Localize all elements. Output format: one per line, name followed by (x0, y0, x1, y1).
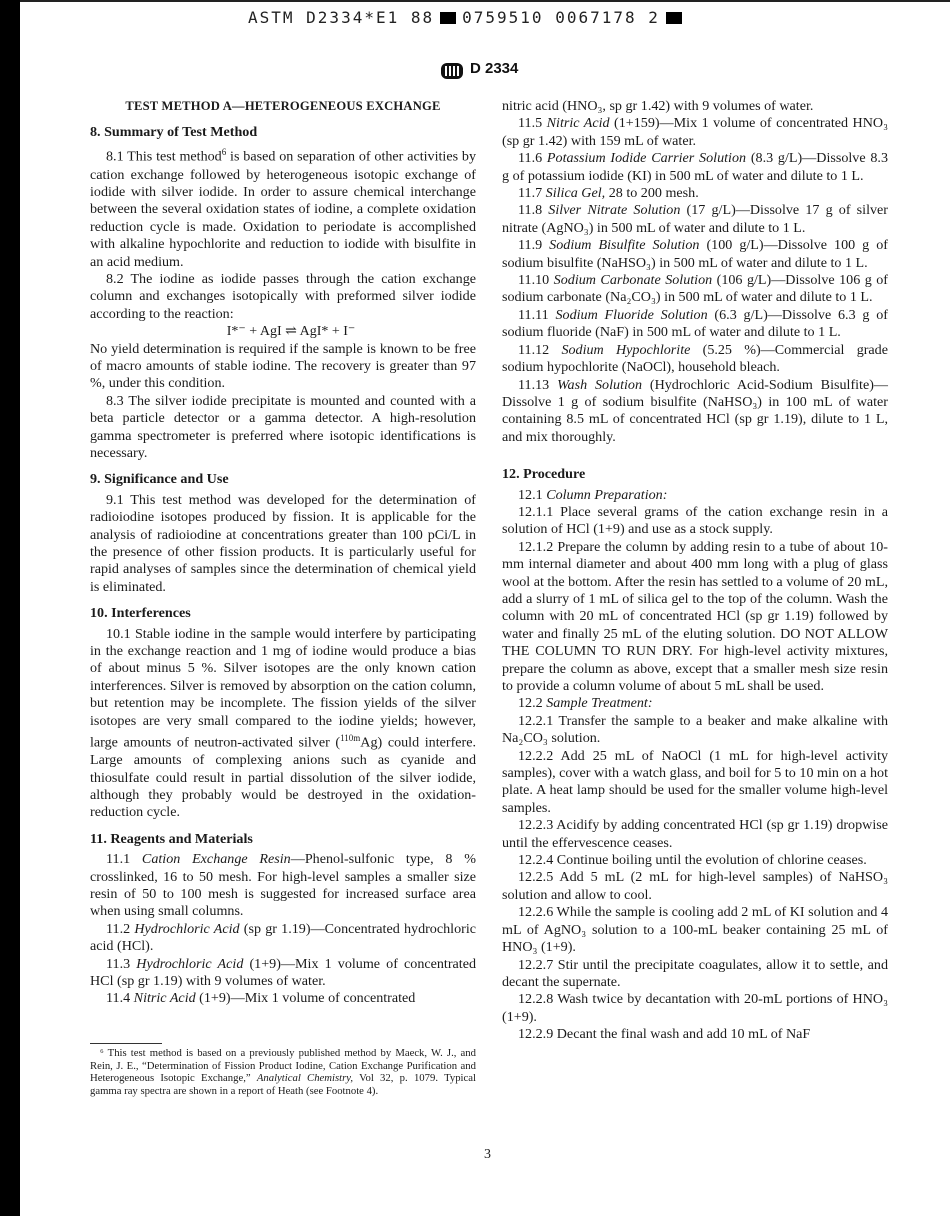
heading-12: 12. Procedure (502, 466, 586, 483)
reagent-11-11: 11.11 Sodium Fluoride Solution (6.3 g/L)—Dissolve 6.3 g of sodium fluoride (NaF) in 500 mL of water and dilute to 1 L. (502, 306, 888, 341)
section-heading: TEST METHOD A—HETEROGENEOUS EXCHANGE (125, 99, 441, 113)
paragraph-12-2-4: 12.2.4 Continue boiling until the evolution of chlorine ceases. (518, 852, 867, 869)
page-number: 3 (484, 1147, 491, 1162)
right-column (502, 98, 888, 1044)
astm-logo-icon (440, 60, 464, 82)
document-code-number: 0759510 0067178 2 (462, 8, 660, 27)
paragraph-12-2-7: 12.2.7 Stir until the precipitate coagulates, allow it to settle, and decant the supernate. (502, 956, 888, 990)
code-block-mark (666, 12, 682, 24)
paragraph-12-1: 12.1 Column Preparation: (518, 486, 668, 503)
paragraph-8-3: 8.3 The silver iodide precipitate is mounted and counted with a beta particle detector or a gamma detector. A high-resolution gamma spectrometer is preferred where isotopic identifications is necessary. (90, 392, 476, 461)
paragraph-12-2-6: 12.2.6 While the sample is cooling add 2 mL of KI solution and 4 mL of AgNO₃ solution to a 100-mL beaker containing 25 mL of HNO₃ (1+9). (502, 904, 888, 956)
reagent-11-3: 11.3 Hydrochloric Acid (1+9)—Mix 1 volume of concentrated HCl (sp gr 1.19) with 9 volumes of water. (90, 955, 477, 990)
paragraph-8-2-cont: No yield determination is required if the sample is known to be free of macro amounts of stable iodine. The recovery is greater than 97 %, under this condition. (90, 340, 476, 392)
reagent-11-13: 11.13 Wash Solution (Hydrochloric Acid-Sodium Bisulfite)—Dissolve 1 g of sodium bisulfite (NaHSO₃) in 100 mL of water containing 8.5 mL of concentrated HCl (sp gr 1.19), dilute to 1 L, and mix thoroughly. (502, 376, 889, 445)
reagent-11-1: 11.1 Cation Exchange Resin—Phenol-sulfonic type, 8 % crosslinked, 16 to 50 mesh. For high-level samples a smaller size resin of 50 to 100 mesh is suggested for increased surface area when using small columns. (90, 851, 476, 920)
isotope-superscript: 110m (340, 733, 361, 744)
reagent-11-10: 11.10 Sodium Carbonate Solution (106 g/L)—Dissolve 106 g of sodium carbonate (Na₂CO₃) in 500 mL of water and dilute to 1 L. (502, 272, 888, 306)
paragraph-12-2-9: 12.2.9 Decant the final wash and add 10 mL of NaF (518, 1026, 811, 1043)
left-column (90, 98, 476, 1008)
heading-8: 8. Summary of Test Method (90, 124, 258, 140)
paragraph-12-2-2: 12.2.2 Add 25 mL of NaOCl (1 mL for high-level activity samples), cover with a watch glass, and boil for 5 to 10 min on a hot plate. A heat lamp should be used for the smaller volume high-level samples. (502, 747, 888, 816)
reagent-11-6: 11.6 Potassium Iodide Carrier Solution (8.3 g/L)—Dissolve 8.3 g of potassium iodide (KI) in 500 mL of water and dilute to 1 L. (502, 150, 888, 184)
paragraph-8-1: 8.1 This test method$^6$ is based on separation of other activities by cation exchange followed by heterogeneous isotopic exchange of iodide with silver iodide. In order to assure chemical interchange between the several oxidation states of iodine, a complete oxidation reduction cycle is made. Oxidation to periodate is accomplished with alkaline hypochlorite and reduction to iodide with bisulfite in an acid medium. (90, 147, 476, 270)
document-designation: D 2334 (470, 60, 519, 77)
scan-top-edge (20, 0, 950, 2)
paragraph-10-1: 10.1 Stable iodine in the sample would interfere by participating in the exchange reaction and 1 mg of iodine would produce a bias of about minus 5 %. Silver isotopes are the only known cation interferences. Silver is removed by absorption on the cation column, but retention may be incomplete. The fission yields of the silver isotopes are very small compared to the iodine yields; however, large amounts of neutron-activated silver ($^{110m}$Ag) could interfere. Large amounts of complexing anions such as cyanide and thiosulfate could result in partial dissolution of the silver iodide, although they probably would be destroyed in the oxidation-reduction cycle. (90, 625, 476, 821)
reagent-11-12: 11.12 Sodium Hypochlorite (5.25 %)—Commercial grade sodium hypochlorite (NaOCl), household bleach. (502, 341, 888, 376)
paragraph-12-2-5: 12.2.5 Add 5 mL (2 mL for high-level samples) of NaHSO₃ solution and allow to cool. (502, 869, 888, 903)
paragraph-12-2: 12.2 Sample Treatment: (518, 695, 653, 712)
paragraph-12-1-1: 12.1.1 Place several grams of the cation exchange resin in a solution of HCl (1+9) and use as a stock supply. (502, 503, 888, 538)
paragraph-12-2-3: 12.2.3 Acidify by adding concentrated HCl (sp gr 1.19) dropwise until the effervescence ceases. (502, 817, 888, 851)
paragraph-12-1-2: 12.1.2 Prepare the column by adding resin to a tube of about 10-mm internal diameter and about 400 mm long with a plug of glass wool at the bottom. After the resin has settled to a volume of 20 mL, add a slurry of 1 mL of silica gel to the top of the column. Wash the column with 20 mL of concentrated HCl (sp gr 1.19) followed by water and finally 25 mL of the eluting solution. DO NOT ALLOW THE COLUMN TO RUN DRY. For high-level activity mixtures, prepare the column as above, except that a smaller mesh size resin to provide a column volume of about 5 mL shall be used. (502, 538, 888, 694)
reagent-11-2: 11.2 Hydrochloric Acid (sp gr 1.19)—Concentrated hydrochloric acid (HCl). (90, 920, 476, 955)
heading-11: 11. Reagents and Materials (90, 830, 253, 847)
paragraph-9-1: 9.1 This test method was developed for the determination of radioiodine isotopes produced by fission. It is applicable for the analysis of radioiodine at concentrations greater than 100 pCi/L in the presence of other fission products. It is particularly useful for rapid analyses of samples since the determination of chemical yield is eliminated. (90, 491, 476, 595)
reagent-11-4-cont: nitric acid (HNO₃, sp gr 1.42) with 9 volumes of water. (502, 98, 814, 114)
reaction-equation: I*⁻ + AgI ⇌ AgI* + I⁻ (226, 324, 356, 340)
footnote (90, 1035, 476, 1097)
paragraph-8-2: 8.2 The iodine as iodide passes through the cation exchange column and exchanges isotopically with preformed silver iodide according to the reaction: (90, 270, 476, 322)
footnote-rule (90, 1043, 162, 1044)
footnote-ref: 6 (221, 147, 227, 158)
paragraph-12-2-8: 12.2.8 Wash twice by decantation with 20-mL portions of HNO₃ (1+9). (502, 991, 888, 1025)
paragraph-12-2-1: 12.2.1 Transfer the sample to a beaker and make alkaline with Na₂CO₃ solution. (502, 712, 888, 747)
document-code-line (248, 8, 688, 27)
footnote-6: ⁶ This test method is based on a previously published method by Maeck, W. J., and Rein, J. E., “Determination of Fission Product Iodine, Cation Exchange Purification and Heterogeneous Isotopic Exchange,” Analytical Chemistry, Vol 32, p. 1079. Typical gamma ray spectra are shown in a report of Heath (see Footnote 4). (90, 1047, 476, 1097)
reagent-11-7: 11.7 Silica Gel, 28 to 200 mesh. (518, 185, 699, 202)
heading-9: 9. Significance and Use (90, 471, 229, 488)
document-code-prefix: ASTM D2334*E1 88 (248, 8, 435, 27)
reagent-11-5: 11.5 Nitric Acid (1+159)—Mix 1 volume of concentrated HNO₃ (sp gr 1.42) with 159 mL of water. (502, 115, 889, 149)
reagent-11-4: 11.4 Nitric Acid (1+9)—Mix 1 volume of concentrated (106, 990, 416, 1007)
reagent-11-8: 11.8 Silver Nitrate Solution (17 g/L)—Dissolve 17 g of silver nitrate (AgNO₃) in 500 mL of water and dilute to 1 L. (502, 202, 888, 236)
heading-10: 10. Interferences (90, 605, 191, 622)
reagent-11-9: 11.9 Sodium Bisulfite Solution (100 g/L)—Dissolve 100 g of sodium bisulfite (NaHSO₃) in 500 mL of water and dilute to 1 L. (502, 237, 888, 271)
code-block-mark (440, 12, 456, 24)
scan-edge-bar (0, 0, 20, 1216)
